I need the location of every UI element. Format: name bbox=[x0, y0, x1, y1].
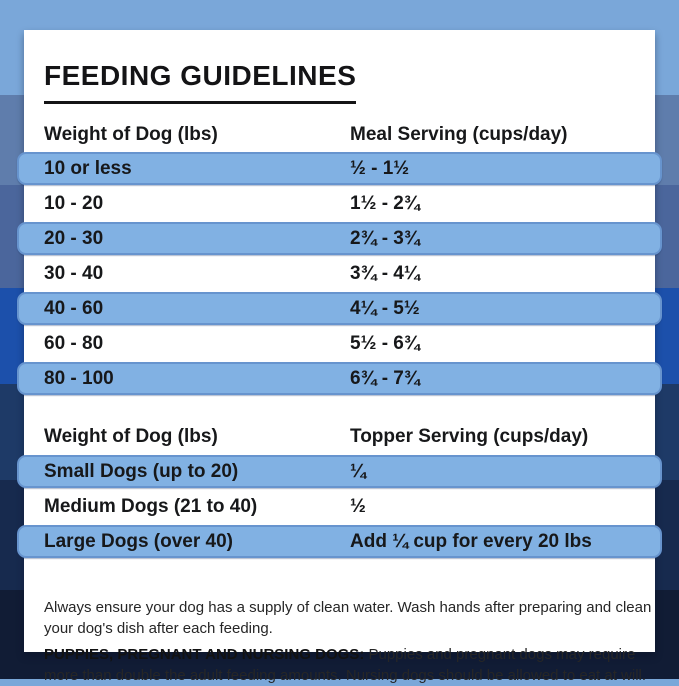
table-row bbox=[17, 455, 662, 488]
row-serving-value: 3¾ - 4¼ bbox=[350, 262, 420, 284]
table-row bbox=[17, 152, 662, 185]
row-weight-label: Medium Dogs (21 to 40) bbox=[44, 495, 258, 517]
topper-table-col2-header: Topper Serving (cups/day) bbox=[350, 426, 589, 447]
table-row bbox=[17, 326, 662, 361]
row-serving-value: 4¼ - 5½ bbox=[350, 297, 420, 319]
row-serving-value: ¼ bbox=[350, 460, 366, 482]
meal-table-header bbox=[24, 122, 655, 148]
row-serving-value: ½ bbox=[350, 495, 366, 517]
row-weight-label: 30 - 40 bbox=[44, 262, 104, 284]
table-row bbox=[17, 489, 662, 524]
table-row bbox=[17, 362, 662, 395]
table-row bbox=[17, 292, 662, 325]
topper-table bbox=[17, 454, 662, 559]
meal-table-col1-header: Weight of Dog (lbs) bbox=[44, 124, 218, 145]
meal-table-col2-header: Meal Serving (cups/day) bbox=[350, 124, 568, 145]
row-weight-label: 10 or less bbox=[44, 157, 132, 179]
feeding-guidelines-card bbox=[24, 30, 655, 684]
row-serving-value: 2¾ - 3¾ bbox=[350, 227, 420, 249]
row-serving-value: 1½ - 2¾ bbox=[350, 192, 420, 214]
puppies-note-text: Puppies and pregnant dogs may require more than double the adult feeding amounts. Nursing dogs should be allowed to eat at will. bbox=[44, 646, 647, 684]
meal-table bbox=[17, 151, 662, 396]
title-wrap bbox=[44, 60, 356, 104]
topper-table-header bbox=[24, 424, 655, 450]
row-weight-label: Large Dogs (over 40) bbox=[44, 530, 233, 552]
table-row bbox=[17, 256, 662, 291]
table-row bbox=[17, 525, 662, 558]
row-weight-label: 10 - 20 bbox=[44, 192, 104, 214]
row-weight-label: 80 - 100 bbox=[44, 367, 114, 389]
row-weight-label: Small Dogs (up to 20) bbox=[44, 460, 239, 482]
table-row bbox=[17, 186, 662, 221]
puppies-note bbox=[44, 644, 652, 686]
row-serving-value: Add ¼ cup for every 20 lbs bbox=[350, 530, 592, 552]
row-serving-value: 6¾ - 7¾ bbox=[350, 367, 420, 389]
row-weight-label: 60 - 80 bbox=[44, 332, 104, 354]
puppies-note-label: PUPPIES, PREGNANT AND NURSING DOGS: bbox=[44, 646, 365, 663]
table-row bbox=[17, 222, 662, 255]
water-note: Always ensure your dog has a supply of clean water. Wash hands after preparing and clean your dog's dish after each feeding. bbox=[44, 599, 652, 637]
row-serving-value: 5½ - 6¾ bbox=[350, 332, 420, 354]
row-weight-label: 20 - 30 bbox=[44, 227, 104, 249]
row-weight-label: 40 - 60 bbox=[44, 297, 104, 319]
topper-table-col1-header: Weight of Dog (lbs) bbox=[44, 426, 218, 447]
row-serving-value: ½ - 1½ bbox=[350, 157, 410, 179]
page-title: FEEDING GUIDELINES bbox=[44, 60, 356, 104]
